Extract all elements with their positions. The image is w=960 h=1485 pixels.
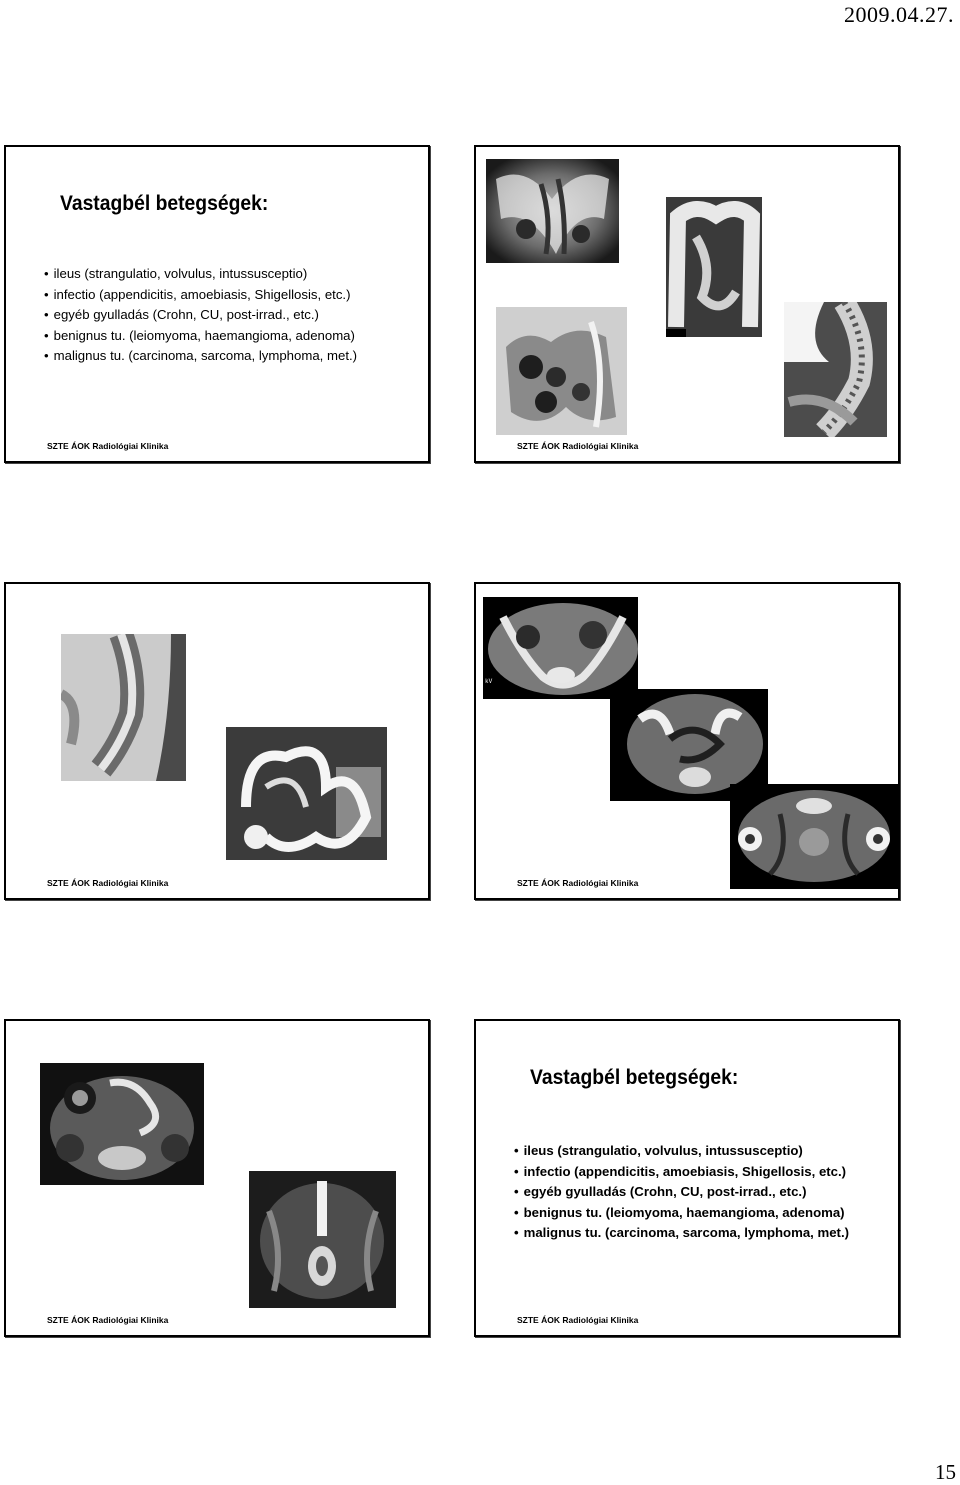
bullet-item: • infectio (appendicitis, amoebiasis, Shigellosis, etc.)	[514, 1162, 849, 1183]
slide-1	[4, 145, 430, 463]
bullet-item: • benignus tu. (leiomyoma, haemangioma, adenoma)	[514, 1203, 849, 1224]
slide-footer: SZTE ÁOK Radiológiai Klinika	[47, 441, 169, 451]
bullet-item: • egyéb gyulladás (Crohn, CU, post-irrad., etc.)	[514, 1182, 849, 1203]
x-ray-image	[784, 302, 887, 437]
bullet-list	[44, 264, 357, 367]
slide-footer: SZTE ÁOK Radiológiai Klinika	[517, 878, 639, 888]
slide-6	[474, 1019, 900, 1337]
bullet-item: • malignus tu. (carcinoma, sarcoma, lymphoma, met.)	[514, 1223, 849, 1244]
x-ray-image	[496, 307, 627, 435]
bullet-item: • ileus (strangulatio, volvulus, intussusceptio)	[44, 264, 357, 285]
slide-footer: SZTE ÁOK Radiológiai Klinika	[47, 878, 169, 888]
mri-image	[249, 1171, 396, 1308]
slide-5	[4, 1019, 430, 1337]
slide-title: Vastagbél betegségek:	[530, 1066, 739, 1089]
ct-image	[730, 784, 898, 889]
slide-footer: SZTE ÁOK Radiológiai Klinika	[517, 1315, 639, 1325]
bullet-item: • infectio (appendicitis, amoebiasis, Shigellosis, etc.)	[44, 285, 357, 306]
bullet-list	[514, 1141, 849, 1244]
slide-2	[474, 145, 900, 463]
slide-title: Vastagbél betegségek:	[60, 192, 269, 215]
slide-4	[474, 582, 900, 900]
x-ray-image	[666, 197, 762, 337]
x-ray-image	[61, 634, 186, 781]
slide-footer: SZTE ÁOK Radiológiai Klinika	[517, 441, 639, 451]
bullet-item: • benignus tu. (leiomyoma, haemangioma, adenoma)	[44, 326, 357, 347]
page-number: 15	[935, 1460, 956, 1484]
x-ray-image	[226, 727, 387, 860]
ct-image	[483, 597, 638, 699]
bullet-item: • egyéb gyulladás (Crohn, CU, post-irrad., etc.)	[44, 305, 357, 326]
svg-text:kV: kV	[485, 678, 493, 685]
page-date: 2009.04.27.	[844, 2, 954, 27]
slide-3	[4, 582, 430, 900]
slide-footer: SZTE ÁOK Radiológiai Klinika	[47, 1315, 169, 1325]
bullet-item: • ileus (strangulatio, volvulus, intussusceptio)	[514, 1141, 849, 1162]
x-ray-image	[486, 159, 619, 263]
mri-image	[40, 1063, 204, 1185]
bullet-item: • malignus tu. (carcinoma, sarcoma, lymphoma, met.)	[44, 346, 357, 367]
